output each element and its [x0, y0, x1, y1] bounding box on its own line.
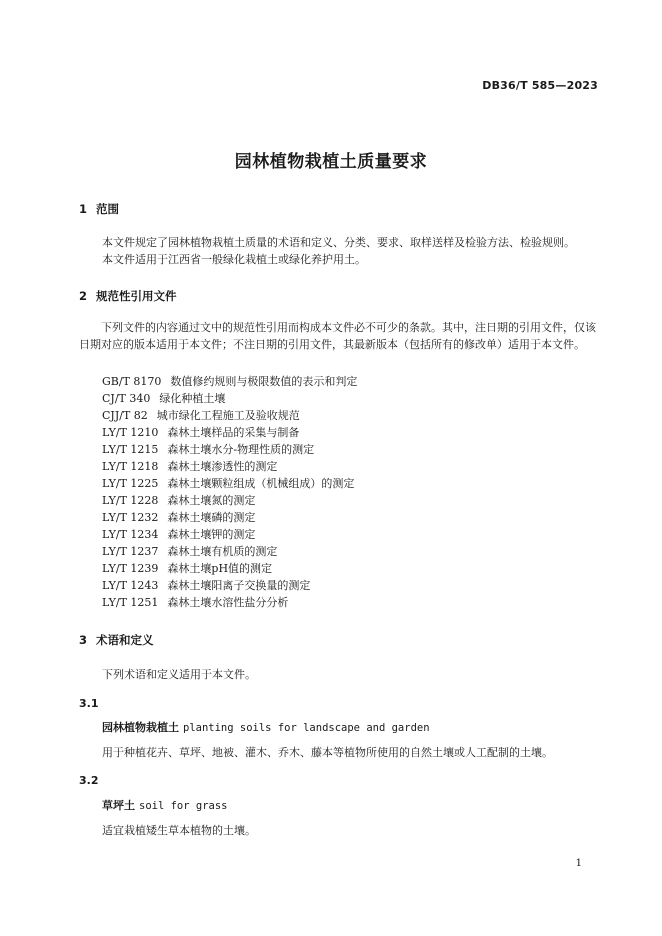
reference-code: LY/T 1237	[102, 545, 159, 558]
reference-code: LY/T 1251	[102, 596, 159, 609]
section-2-intro	[79, 319, 598, 353]
term-definition: 适宜栽植矮生草本植物的土壤。	[102, 824, 256, 837]
section-3-title: 术语和定义	[96, 633, 154, 647]
term-chinese: 园林植物栽植土	[102, 721, 179, 734]
term-number: 3.1	[79, 697, 99, 710]
reference-item	[102, 390, 225, 406]
reference-item	[102, 458, 277, 474]
term-definition: 用于种植花卉、草坪、地被、灌木、乔木、藤本等植物所使用的自然土壤或人工配制的土壤。	[102, 746, 553, 759]
reference-item	[102, 407, 300, 423]
reference-code: LY/T 1215	[102, 443, 159, 456]
section-3-heading	[79, 632, 154, 648]
reference-title: 森林土壤水分-物理性质的测定	[167, 443, 315, 456]
reference-item	[102, 424, 299, 440]
reference-item	[102, 543, 277, 559]
reference-item	[102, 509, 255, 525]
reference-item	[102, 560, 272, 576]
reference-item	[102, 373, 357, 389]
reference-item	[102, 492, 255, 508]
reference-title: 森林土壤钾的测定	[167, 528, 256, 541]
reference-title: 森林土壤磷的测定	[167, 511, 256, 524]
term-chinese: 草坪土	[102, 799, 135, 812]
page-number: 1	[575, 858, 582, 869]
section-1-paragraph-1: 本文件规定了园林植物栽植土质量的术语和定义、分类、要求、取样送样及检验方法、检验规则。	[102, 236, 575, 249]
reference-code: LY/T 1218	[102, 460, 159, 473]
section-2-number: 2	[79, 289, 88, 303]
section-3-intro: 下列术语和定义适用于本文件。	[102, 668, 256, 681]
term-english: soil for grass	[139, 800, 228, 812]
section-1-title: 范围	[96, 202, 119, 216]
reference-title: 森林土壤阳离子交换量的测定	[167, 579, 311, 592]
reference-code: CJ/T 340	[102, 392, 151, 405]
reference-title: 森林土壤渗透性的测定	[167, 460, 278, 473]
reference-item	[102, 594, 288, 610]
reference-code: CJJ/T 82	[102, 409, 148, 422]
section-1-paragraph-2: 本文件适用于江西省一般绿化栽植土或绿化养护用土。	[102, 253, 366, 266]
section-1-heading	[79, 201, 119, 217]
reference-title: 森林土壤样品的采集与制备	[167, 426, 300, 439]
reference-title: 数值修约规则与极限数值的表示和判定	[170, 375, 358, 388]
reference-code: LY/T 1228	[102, 494, 159, 507]
reference-title: 森林土壤水溶性盐分分析	[167, 596, 289, 609]
reference-item	[102, 475, 354, 491]
section-2-title: 规范性引用文件	[96, 289, 177, 303]
term-heading	[102, 719, 430, 735]
reference-code: LY/T 1225	[102, 477, 159, 490]
reference-code: LY/T 1234	[102, 528, 159, 541]
reference-code: LY/T 1239	[102, 562, 159, 575]
reference-code: LY/T 1210	[102, 426, 159, 439]
reference-code: LY/T 1243	[102, 579, 159, 592]
reference-item	[102, 577, 310, 593]
reference-title: 绿化种植土壤	[159, 392, 226, 405]
reference-code: LY/T 1232	[102, 511, 159, 524]
reference-code: GB/T 8170	[102, 375, 162, 388]
section-1-number: 1	[79, 202, 88, 216]
reference-title: 森林土壤pH值的测定	[167, 562, 273, 575]
document-title: 园林植物栽植土质量要求	[234, 152, 428, 172]
reference-title: 森林土壤氮的测定	[167, 494, 256, 507]
reference-title: 森林土壤颗粒组成（机械组成）的测定	[167, 477, 355, 490]
reference-item	[102, 526, 255, 542]
term-number: 3.2	[79, 774, 99, 787]
reference-item	[102, 441, 314, 457]
term-english: planting soils for landscape and garden	[183, 722, 430, 734]
reference-title: 城市绿化工程施工及验收规范	[156, 409, 300, 422]
section-2-intro-text: 下列文件的内容通过文中的规范性引用而构成本文件必不可少的条款。其中，注日期的引用文件，仅该日期对应的版本适用于本文件；不注日期的引用文件，其最新版本（包括所有的修改单）适用于本文件。	[79, 321, 596, 351]
document-number: DB36/T 585—2023	[482, 79, 598, 92]
section-3-number: 3	[79, 633, 88, 647]
reference-title: 森林土壤有机质的测定	[167, 545, 278, 558]
section-2-heading	[79, 288, 177, 304]
term-heading	[102, 797, 228, 813]
